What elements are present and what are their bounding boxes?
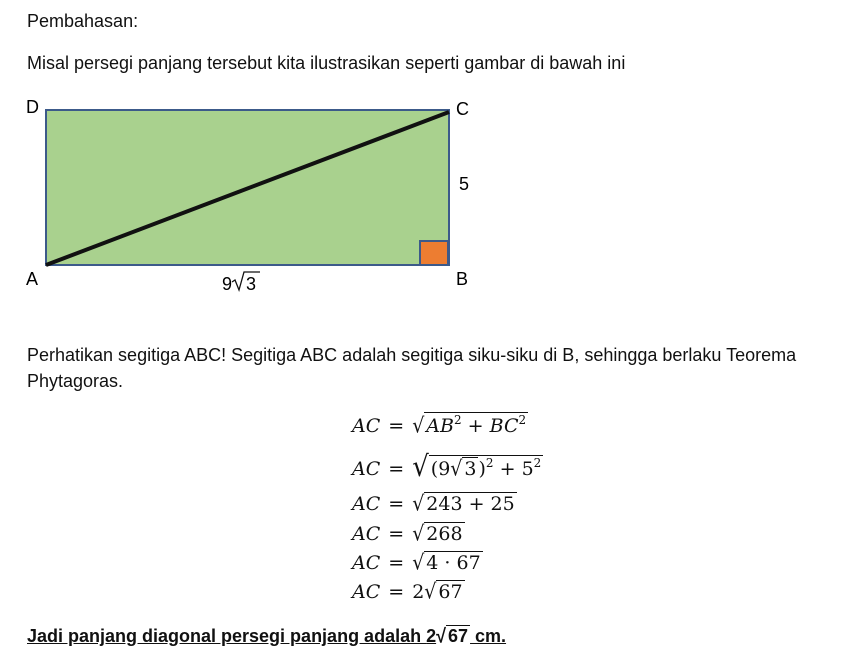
explanation-text: Perhatikan segitiga ABC! Segitiga ABC adalah segitiga siku-siku di B, sehingga berlaku Teorema Phytagoras. [27,345,797,391]
heading: Pembahasan: [27,11,139,31]
label-a: A [26,269,39,289]
equation-line-1: AC = √ $AB^2 + BC^2$ [352,413,527,439]
side-ab-coef: 9 [222,274,233,294]
right-angle-marker [420,241,448,265]
equation-line-5: AC = √ 4 · 67 [352,550,481,576]
equation-line-3: AC = √ 243 + 25 [352,491,515,517]
equation-line-2: AC = √ (9√ 3 )$^2 + 5^2$ [352,450,542,484]
side-ab-radicand: 3 [246,274,257,294]
side-ab-length [222,272,260,294]
label-d: D [26,97,39,117]
rectangle-figure [0,90,520,305]
conclusion-text: Jadi panjang diagonal persegi panjang adalah 2√ 67 cm. [27,624,507,647]
label-b: B [456,269,469,289]
intro-text: Misal persegi panjang tersebut kita ilustrasikan seperti gambar di bawah ini [27,53,626,73]
side-bc-length: 5 [459,174,470,194]
label-c: C [456,99,469,119]
equation-line-6: AC = 2√ 67 [352,579,463,605]
equation-line-4: AC = √ 268 [352,521,463,547]
